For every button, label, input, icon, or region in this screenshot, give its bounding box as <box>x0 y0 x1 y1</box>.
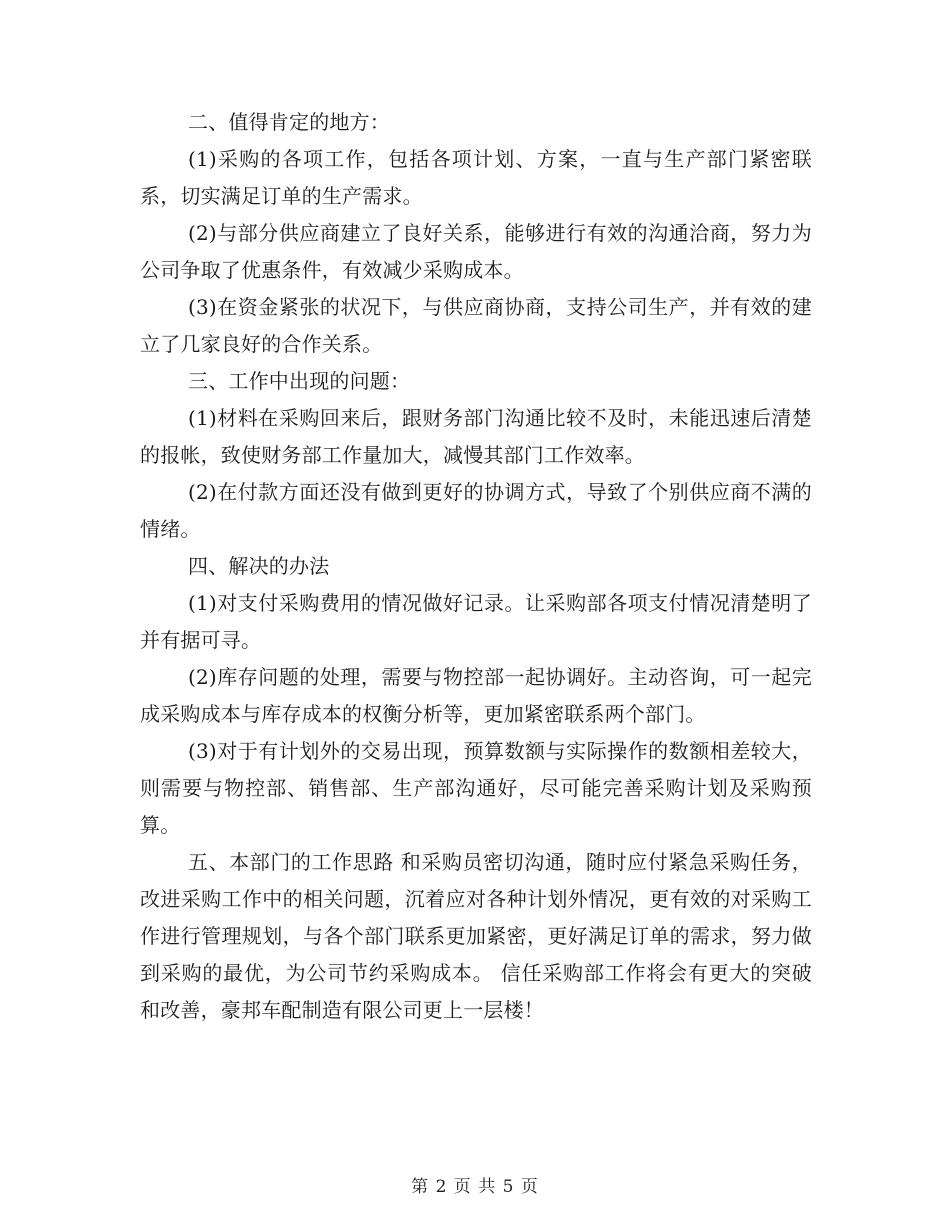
affirmed-item-3: (3)在资金紧张的状况下，与供应商协商，支持公司生产，并有效的建立了几家良好的合作关系。 <box>140 295 812 356</box>
section-work-approach: 五、本部门的工作思路 和采购员密切沟通，随时应付紧急采购任务，改进采购工作中的相关问题，沉着应对各种计划外情况，更有效的对采购工作进行管理规划，与各个部门联系更加紧密，更好满足订单的需求，努力做到采购的最优，为公司节约采购成本。 信任采购部工作将会有更大的突破和改善，豪邦车配制造有限公司更上一层楼！ <box>140 850 812 1022</box>
solution-item-2: (2)库存问题的处理，需要与物控部一起协调好。主动咨询，可一起完成采购成本与库存成本的权衡分析等，更加紧密联系两个部门。 <box>140 665 812 726</box>
page-number-footer: 第 2 页 共 5 页 <box>411 1177 539 1197</box>
solution-item-1: (1)对支付采购费用的情况做好记录。让采购部各项支付情况清楚明了并有据可寻。 <box>140 591 812 652</box>
section-heading-affirmed: 二、值得肯定的地方： <box>188 110 390 134</box>
solution-item-3: (3)对于有计划外的交易出现，预算数额与实际操作的数额相差较大，则需要与物控部、销售部、生产部沟通好，尽可能完善采购计划及采购预算。 <box>140 739 812 837</box>
problem-item-2: (2)在付款方面还没有做到更好的协调方式，导致了个别供应商不满的情绪。 <box>140 480 812 541</box>
section-heading-solutions: 四、解决的办法 <box>188 554 330 578</box>
affirmed-item-1: (1)采购的各项工作，包括各项计划、方案，一直与生产部门紧密联系，切实满足订单的生产需求。 <box>140 147 812 208</box>
document-body <box>140 104 812 1029</box>
problem-item-1: (1)材料在采购回来后，跟财务部门沟通比较不及时，未能迅速后清楚的报帐，致使财务部工作量加大，减慢其部门工作效率。 <box>140 406 812 467</box>
affirmed-item-2: (2)与部分供应商建立了良好关系，能够进行有效的沟通洽商，努力为公司争取了优惠条件，有效减少采购成本。 <box>140 221 812 282</box>
section-heading-problems: 三、工作中出现的问题： <box>188 369 411 393</box>
